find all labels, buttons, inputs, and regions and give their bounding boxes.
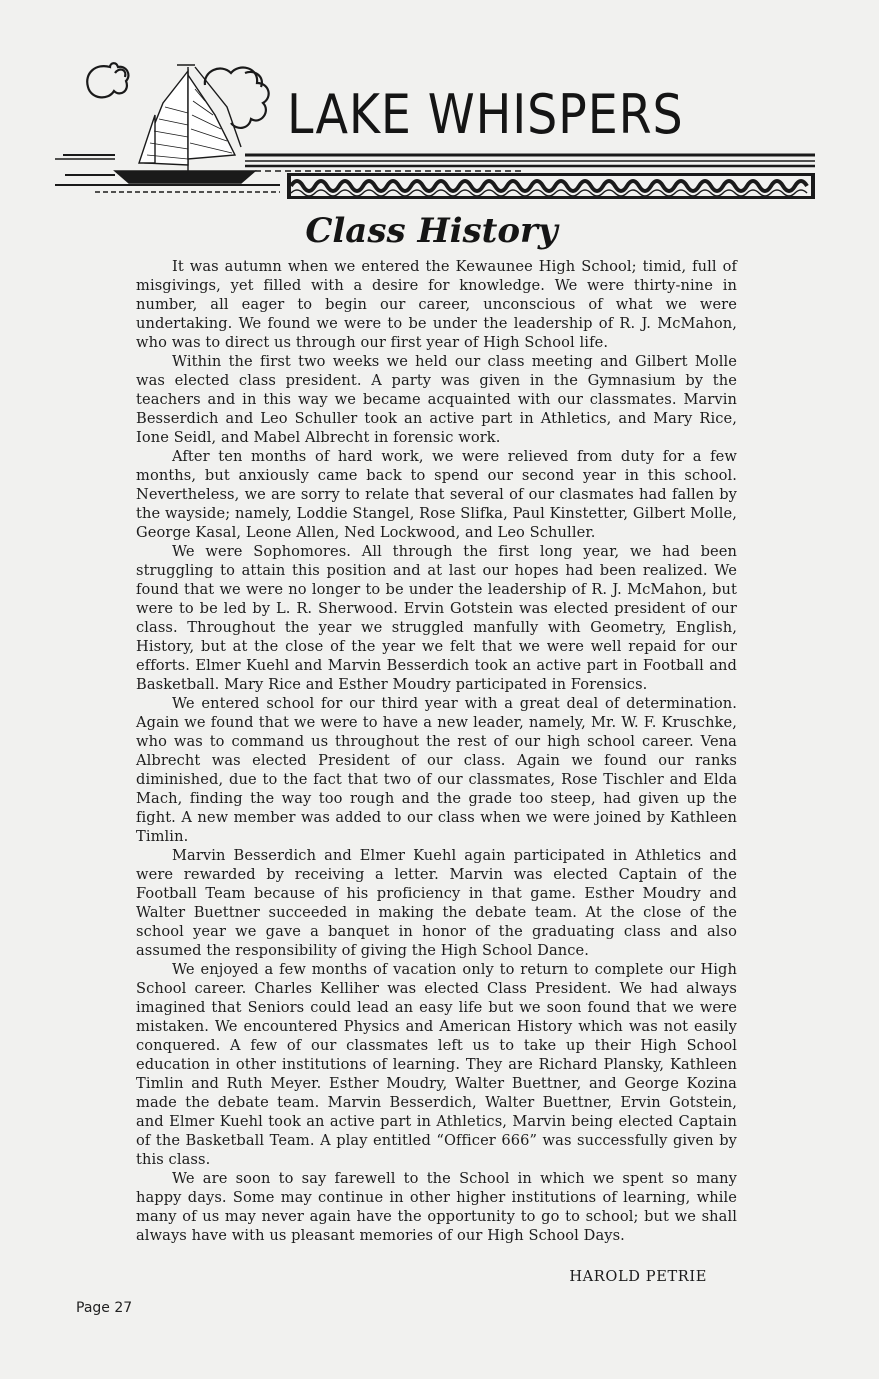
sailboat-icon bbox=[115, 65, 255, 183]
masthead-title: LAKE WHISPERS bbox=[287, 83, 684, 146]
paragraph: It was autumn when we entered the Kewaunee High School; timid, full of misgivings, yet filled with a desire for knowledge. We were thirty-nine in number, all eager to begin our career, unconscious of what we were undertaking. We found we were to be under the leadership of R. J. McMahon, who was to direct us through our first year of High School life. bbox=[136, 258, 737, 351]
paragraph: After ten months of hard work, we were relieved from duty for a few months, but anxiously came back to spend our second year in this school. Nevertheless, we are sorry to relate that several of our clasmates had fallen by the wayside; namely, Loddie Stangel, Rose Slifka, Paul Kinstetter, Gilbert Molle, George Kasal, Leone Allen, Ned Lockwood, and Leo Schuller. bbox=[136, 448, 738, 541]
paragraph: Marvin Besserdich and Elmer Kuehl again participated in Athletics and were rewarded by receiving a letter. Marvin was elected Captain of the Football Team because of his proficiency in that game. Esther Moudry and Walter Buettner succeeded in making the debate team. At the close of the school year we gave a banquet in honor of the graduating class and also assumed the responsibility of giving the High School Dance. bbox=[136, 847, 737, 959]
paragraph: We enjoyed a few months of vacation only to return to complete our High School career. Charles Kelliher was elected Class President. We had always imagined that Seniors could lead an easy life but we soon found that we were mistaken. We encountered Physics and American History which was not easily conquered. A few of our classmates left us to take up their High School education in other institutions of learning. They are Richard Plansky, Kathleen Timlin and Ruth Meyer. Esther Moudry, Walter Buettner, and George Kozina made the debate team. Marvin Besserdich, Walter Buettner, Ervin Gotstein, and Elmer Kuehl took an active part in Athletics, Marvin being elected Captain of the Basketball Team. A play entitled “Officer 666” was successfully given by this class. bbox=[136, 961, 737, 1168]
paragraph: We entered school for our third year with a great deal of determination. Again we found that we were to have a new leader, namely, Mr. W. F. Kruschke, who was to command us throughout the rest of our high school career. Vena Albrecht was elected President of our class. Again we found our ranks diminished, due to the fact that two of our classmates, Rose Tischler and Elda Mach, finding the way too rough and the grade too steep, had given up the fight. A new member was added to our class when we were joined by Kathleen Timlin. bbox=[136, 695, 737, 845]
class-history-article bbox=[136, 257, 737, 1245]
paragraph: We are soon to say farewell to the School in which we spent so many happy days. Some may continue in other higher institutions of learning, while many of us may never again have the opportunity to go to school; but we shall always have with us pleasant memories of our High School Days. bbox=[136, 1170, 737, 1244]
paragraph: Within the first two weeks we held our class meeting and Gilbert Molle was elected class president. A party was given in the Gymnasium by the teachers and in this way we became acquainted with our classmates. Marvin Besserdich and Leo Schuller took an active part in Athletics, and Mary Rice, Ione Seidl, and Mabel Albrecht in forensic work. bbox=[136, 353, 737, 446]
paragraph: We were Sophomores. All through the first long year, we had been struggling to attain this position and at last our hopes had been realized. We found that we were no longer to be under the leadership of R. J. McMahon, but were to be led by L. R. Sherwood. Ervin Gotstein was elected president of our class. Throughout the year we struggled manfully with Geometry, English, History, but at the close of the year we felt that we were well repaid for our efforts. Elmer Kuehl and Marvin Besserdich took an active part in Football and Basketball. Mary Rice and Esther Moudry participated in Forensics. bbox=[136, 543, 737, 693]
page-number: Page 27 bbox=[76, 1300, 133, 1316]
author-signature: HAROLD PETRIE bbox=[569, 1268, 707, 1285]
section-title: Class History bbox=[305, 211, 558, 251]
wave-border bbox=[287, 173, 815, 199]
